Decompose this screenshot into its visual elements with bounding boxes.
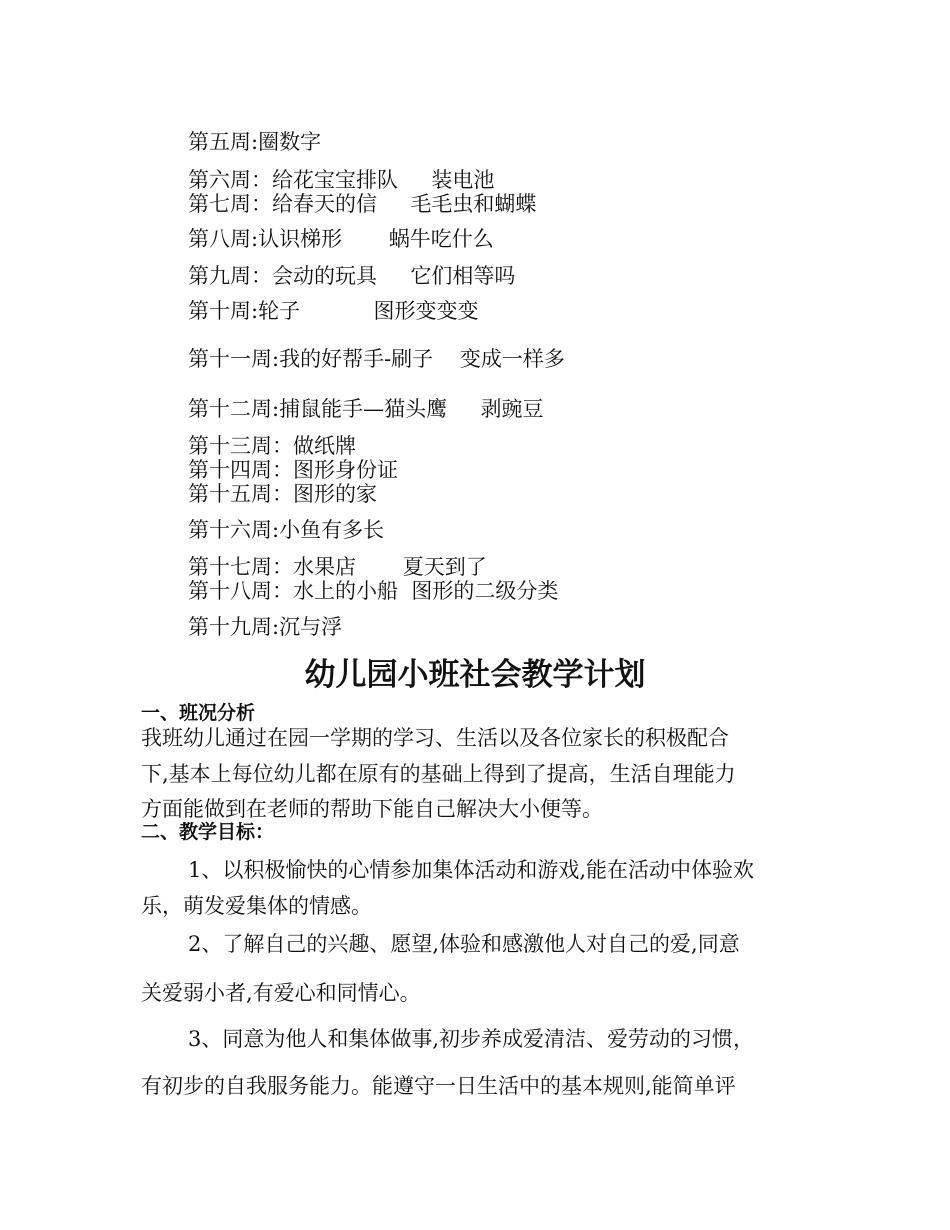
week-10: 第十周:轮子 图形变变变 xyxy=(188,299,479,323)
week-7: 第七周：给春天的信 毛毛虫和蝴蝶 xyxy=(188,192,537,216)
paragraph-line: 方面能做到在老师的帮助下能自己解决大小便等。 xyxy=(141,797,603,821)
page-title: 幼儿园小班社会教学计划 xyxy=(304,657,646,693)
week-19: 第十九周:沉与浮 xyxy=(188,615,343,639)
paragraph-line: 乐，萌发爱集体的情感。 xyxy=(141,894,372,918)
section-heading-class-analysis: 一、班况分析 xyxy=(141,702,256,724)
paragraph-line: 有初步的自我服务能力。能遵守一日生活中的基本规则,能简单评 xyxy=(141,1074,736,1098)
week-14: 第十四周：图形身份证 xyxy=(188,458,398,482)
paragraph-line: 下,基本上每位幼儿都在原有的基础上得到了提高，生活自理能力 xyxy=(141,762,736,786)
week-18: 第十八周：水上的小船 图形的二级分类 xyxy=(188,579,559,603)
section-heading-teaching-goals: 二、教学目标： xyxy=(141,821,275,843)
paragraph-line: 3、同意为他人和集体做事,初步养成爱清洁、爱劳动的习惯， xyxy=(188,1027,755,1051)
week-13: 第十三周：做纸牌 xyxy=(188,434,356,458)
week-5: 第五周:圈数字 xyxy=(188,130,322,154)
week-6: 第六周：给花宝宝排队 装电池 xyxy=(188,168,495,192)
week-8: 第八周:认识梯形 蜗牛吃什么 xyxy=(188,227,494,251)
week-12: 第十二周:捕鼠能手—猫头鹰 剥豌豆 xyxy=(188,397,544,421)
paragraph-line: 1、以积极愉快的心情参加集体活动和游戏,能在活动中体验欢 xyxy=(188,858,755,882)
week-17: 第十七周：水果店 夏天到了 xyxy=(188,555,487,579)
paragraph-line: 我班幼儿通过在园一学期的学习、生活以及各位家长的积极配合 xyxy=(141,726,729,750)
week-15: 第十五周：图形的家 xyxy=(188,482,377,506)
paragraph-line: 2、了解自己的兴趣、愿望,体验和感激他人对自己的爱,同意 xyxy=(188,932,740,956)
week-16: 第十六周:小鱼有多长 xyxy=(188,518,385,542)
paragraph-line: 关爱弱小者,有爱心和同情心。 xyxy=(141,981,421,1005)
week-11: 第十一周:我的好帮手-刷子 变成一样多 xyxy=(188,347,565,371)
week-9: 第九周：会动的玩具 它们相等吗 xyxy=(188,264,516,288)
